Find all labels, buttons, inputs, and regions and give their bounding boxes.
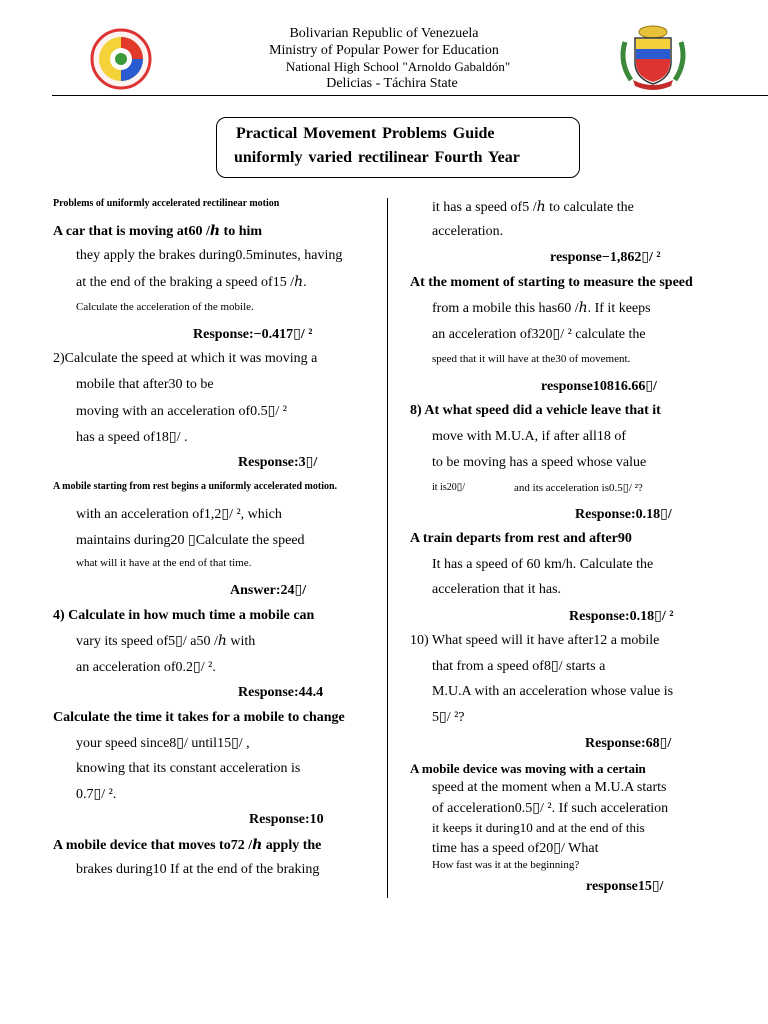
problem-11-line-4: it keeps it during10 and at the end of this bbox=[432, 820, 645, 835]
problem-3-line-1: A mobile starting from rest begins a uniformly accelerated motion. bbox=[53, 481, 338, 492]
problem-10-line-3: M.U.A with an acceleration whose value is bbox=[432, 684, 674, 699]
problem-6-line-1: A mobile device that moves to72 /ℎ apply the bbox=[53, 838, 322, 853]
problem-5-line-1: Calculate the time it takes for a mobile to change bbox=[53, 710, 345, 725]
ministry-line: Ministry of Popular Power for Education bbox=[269, 43, 499, 58]
problem-9-line-3: acceleration that it has. bbox=[432, 582, 562, 597]
problem-11-line-2: speed at the moment when a M.U.A starts bbox=[432, 780, 667, 795]
header-divider bbox=[52, 95, 768, 96]
school-line: National High School "Arnoldo Gabaldón" bbox=[285, 59, 511, 74]
problem-10-line-1: 10) What speed will it have after12 a mobile bbox=[410, 633, 660, 648]
problem-2-response: Response:3▯/ bbox=[238, 455, 318, 470]
guide-title: Practical Movement Problems Guide bbox=[236, 125, 495, 142]
problem-5-line-2: your speed since8▯/ until15▯/ , bbox=[76, 736, 250, 751]
problem-4-line-3: an acceleration of0.2▯/ ². bbox=[76, 660, 216, 675]
problem-8-response: Response:0.18▯/ bbox=[575, 507, 672, 522]
problem-8-line-2: move with M.U.A, if after all18 of bbox=[432, 429, 627, 444]
problem-1-line-1: A car that is moving at60 /ℎ to him bbox=[53, 224, 263, 239]
problem-3-line-4: what will it have at the end of that time. bbox=[76, 557, 252, 569]
problem-11-line-3: of acceleration0.5▯/ ². If such acceleration bbox=[432, 801, 669, 816]
problem-1-line-2: they apply the brakes during0.5minutes, having bbox=[76, 248, 343, 263]
problem-1-response: Response:−0.417▯/ ² bbox=[193, 327, 313, 342]
problem-6-response: response−1,862▯/ ² bbox=[550, 250, 661, 265]
problem-2-line-2: mobile that after30 to be bbox=[76, 377, 214, 392]
guide-subtitle: uniformly varied rectilinear Fourth Year bbox=[234, 149, 520, 166]
problem-6-line-2: brakes during10 If at the end of the braking bbox=[76, 862, 320, 877]
problem-8-line-4a: it is20▯/ bbox=[432, 482, 466, 493]
problem-11-line-1: A mobile device was moving with a certain bbox=[410, 761, 646, 776]
location-line: Delicias - Táchira State bbox=[326, 76, 458, 91]
problem-9-response: Response:0.18▯/ ² bbox=[569, 609, 674, 624]
problem-4-line-1: 4) Calculate in how much time a mobile can bbox=[53, 608, 315, 623]
problem-8-line-3: to be moving has a speed whose value bbox=[432, 455, 647, 470]
problem-3-response: Answer:24▯/ bbox=[230, 583, 307, 598]
problem-8-line-1: 8) At what speed did a vehicle leave that it bbox=[410, 403, 661, 418]
problem-6-line-4: acceleration. bbox=[432, 224, 504, 239]
problem-5-line-4: 0.7▯/ ². bbox=[76, 787, 117, 802]
problem-5-line-3: knowing that its constant acceleration is bbox=[76, 761, 301, 776]
problem-5-response: Response:10 bbox=[249, 812, 324, 827]
country-line: Bolivarian Republic of Venezuela bbox=[289, 26, 479, 41]
problem-7-line-1: At the moment of starting to measure the speed bbox=[410, 275, 693, 290]
problem-2-line-4: has a speed of18▯/ . bbox=[76, 430, 188, 445]
problem-10-response: Response:68▯/ bbox=[585, 736, 672, 751]
problem-4-response: Response:44.4 bbox=[238, 685, 324, 700]
problem-3-line-2: with an acceleration of1,2▯/ ², which bbox=[76, 507, 282, 522]
column-divider bbox=[387, 198, 388, 898]
problem-2-line-3: moving with an acceleration of0.5▯/ ² bbox=[76, 404, 287, 419]
problem-4-line-2: vary its speed of5▯/ a50 /ℎ with bbox=[76, 634, 256, 649]
section-heading: Problems of uniformly accelerated rectilinear motion bbox=[53, 198, 280, 209]
problem-7-response: response10816.66▯/ bbox=[541, 379, 657, 394]
problem-6-line-3: it has a speed of5 /ℎ to calculate the bbox=[432, 200, 634, 215]
problem-9-line-1: A train departs from rest and after90 bbox=[410, 531, 632, 546]
problem-1-line-3: at the end of the braking a speed of15 /ℎ. bbox=[76, 275, 307, 290]
problem-3-line-3: maintains during20 ▯Calculate the speed bbox=[76, 533, 305, 548]
problem-1-line-4: Calculate the acceleration of the mobile. bbox=[76, 301, 254, 313]
problem-8-line-4b: and its acceleration is0.5▯/ ²? bbox=[514, 482, 643, 494]
problem-2-line-1: 2)Calculate the speed at which it was moving a bbox=[53, 351, 318, 366]
problem-9-line-2: It has a speed of 60 km/h. Calculate the bbox=[432, 557, 654, 572]
problem-11-response: response15▯/ bbox=[586, 879, 664, 894]
problem-10-line-4: 5▯/ ²? bbox=[432, 710, 465, 725]
problem-7-line-4: speed that it will have at the30 of movement. bbox=[432, 353, 631, 365]
problem-11-line-5: time has a speed of20▯/ What bbox=[432, 841, 599, 856]
problem-7-line-3: an acceleration of320▯/ ² calculate the bbox=[432, 327, 646, 342]
problem-10-line-2: that from a speed of8▯/ starts a bbox=[432, 659, 606, 674]
problem-11-line-6: How fast was it at the beginning? bbox=[432, 859, 580, 871]
problem-7-line-2: from a mobile this has60 /ℎ. If it keeps bbox=[432, 301, 651, 316]
